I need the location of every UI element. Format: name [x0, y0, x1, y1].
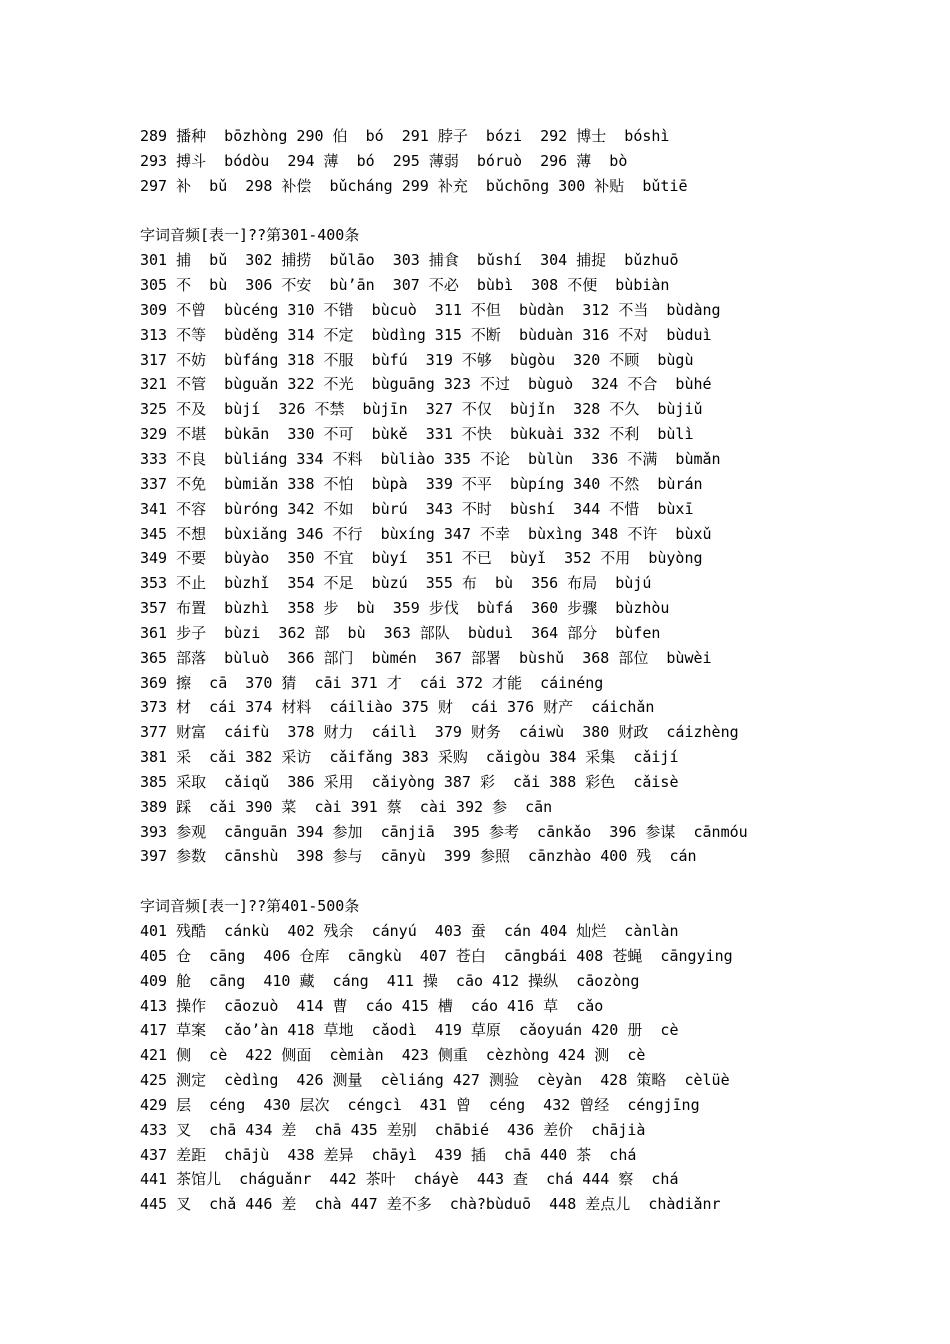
text-line: 365 部落 bùluò 366 部门 bùmén 367 部署 bùshǔ 368 部位 bùwèi [140, 648, 712, 667]
text-line: 345 不想 bùxiǎng 346 不行 bùxíng 347 不幸 bùxìng 348 不许 bùxǔ [140, 524, 712, 543]
text-line: 421 侧 cè 422 侧面 cèmiàn 423 侧重 cèzhòng 424 测 cè [140, 1046, 646, 1065]
text-line: 337 不免 bùmiǎn 338 不怕 bùpà 339 不平 bùpíng 340 不然 bùrán [140, 474, 703, 493]
text-line: 373 材 cái 374 材料 cáiliào 375 财 cái 376 财产 cáichǎn [140, 698, 655, 717]
text-line: 353 不止 bùzhǐ 354 不足 bùzú 355 布 bù 356 布局 bùjú [140, 574, 652, 593]
text-line: 385 采取 cǎiqǔ 386 采用 cǎiyòng 387 彩 cǎi 388 彩色 cǎisè [140, 772, 679, 791]
text-line: 305 不 bù 306 不安 bù’ān 307 不必 bùbì 308 不便 bùbiàn [140, 276, 670, 295]
text-line: 405 仓 cāng 406 仓库 cāngkù 407 苍白 cāngbái 408 苍蝇 cāngying [140, 946, 733, 965]
text-line [140, 1217, 840, 1242]
text-line: 293 搏斗 bódòu 294 薄 bó 295 薄弱 bóruò 296 薄 bò [140, 151, 628, 170]
text-line: 413 操作 cāozuò 414 曹 cáo 415 槽 cáo 416 草 cǎo [140, 996, 604, 1015]
text-line: 437 差距 chājù 438 差异 chāyì 439 插 chā 440 茶 chá [140, 1145, 637, 1164]
text-line: 329 不堪 bùkān 330 不可 bùkě 331 不快 bùkuài 332 不利 bùlì [140, 425, 694, 444]
text-line: 441 茶馆儿 cháguǎnr 442 茶叶 cháyè 443 查 chá 444 察 chá [140, 1170, 679, 1189]
text-line: 417 草案 cǎo’àn 418 草地 cǎodì 419 草原 cǎoyuán 420 册 cè [140, 1021, 679, 1040]
text-line: 401 残酷 cánkù 402 残余 cányú 403 蚕 cán 404 灿烂 cànlàn [140, 922, 679, 940]
text-line: 381 采 cǎi 382 采访 cǎifǎng 383 采购 cǎigòu 384 采集 cǎijí [140, 748, 679, 767]
text-line: 433 叉 chā 434 差 chā 435 差别 chābié 436 差价 chājià [140, 1120, 646, 1139]
text-line: 317 不妨 bùfáng 318 不服 bùfú 319 不够 bùgòu 320 不顾 bùgù [140, 350, 694, 369]
text-line: 309 不曾 bùcéng 310 不错 bùcuò 311 不但 bùdàn 312 不当 bùdàng [140, 300, 721, 319]
text-line: 313 不等 bùděng 314 不定 bùdìng 315 不断 bùduàn 316 不对 bùduì [140, 325, 712, 344]
text-line: 301 捕 bǔ 302 捕捞 bǔlāo 303 捕食 bǔshí 304 捕捉 bǔzhuō [140, 251, 679, 270]
blank-line [140, 869, 840, 894]
document-page [140, 124, 840, 1242]
text-line: 349 不要 bùyào 350 不宜 bùyí 351 不已 bùyǐ 352 不用 bùyòng [140, 549, 703, 568]
text-line: 377 财富 cáifù 378 财力 cáilì 379 财务 cáiwù 380 财政 cáizhèng [140, 723, 739, 742]
text-line: 341 不容 bùróng 342 不如 bùrú 343 不时 bùshí 344 不惜 bùxī [140, 499, 694, 518]
text-line: 445 叉 chǎ 446 差 chà 447 差不多 chà?bùduō 448 差点儿 chàdiǎnr [140, 1195, 721, 1214]
text-line: 425 测定 cèdìng 426 测量 cèliáng 427 测验 cèyàn 428 策略 cèlüè [140, 1071, 730, 1090]
text-line: 297 补 bǔ 298 补偿 bǔcháng 299 补充 bǔchōng 300 补贴 bǔtiē [140, 176, 688, 195]
text-line: 397 参数 cānshù 398 参与 cānyù 399 参照 cānzhào 400 残 cán [140, 847, 697, 866]
text-line: 357 布置 bùzhì 358 步 bù 359 步伐 bùfá 360 步骤 bùzhòu [140, 599, 670, 618]
text-line: 409 舱 cāng 410 藏 cáng 411 操 cāo 412 操纵 cāozòng [140, 971, 640, 990]
text-line: 429 层 céng 430 层次 céngcì 431 曾 céng 432 曾经 céngjīng [140, 1095, 700, 1114]
text-line: 369 擦 cā 370 猜 cāi 371 才 cái 372 才能 cáinéng [140, 673, 604, 692]
text-line: 333 不良 bùliáng 334 不料 bùliào 335 不论 bùlùn 336 不满 bùmǎn [140, 449, 721, 468]
text-line: 321 不管 bùguǎn 322 不光 bùguāng 323 不过 bùguò 324 不合 bùhé [140, 375, 712, 394]
text-line: 289 播种 bōzhòng 290 伯 bó 291 脖子 bózi 292 博士 bóshì [140, 127, 670, 145]
section-heading: 字词音频[表一]??第301-400条 [140, 226, 360, 245]
text-line: 325 不及 bùjí 326 不禁 bùjīn 327 不仅 bùjǐn 328 不久 bùjiǔ [140, 400, 703, 419]
text-line: 361 步子 bùzi 362 部 bù 363 部队 bùduì 364 部分 bùfen [140, 623, 661, 642]
section-heading: 字词音频[表一]??第401-500条 [140, 897, 360, 916]
text-line: 389 踩 cǎi 390 菜 cài 391 蔡 cài 392 参 cān [140, 797, 553, 816]
text-line: 393 参观 cānguān 394 参加 cānjiā 395 参考 cānkǎo 396 参谋 cānmóu [140, 822, 748, 841]
blank-line [140, 199, 840, 224]
